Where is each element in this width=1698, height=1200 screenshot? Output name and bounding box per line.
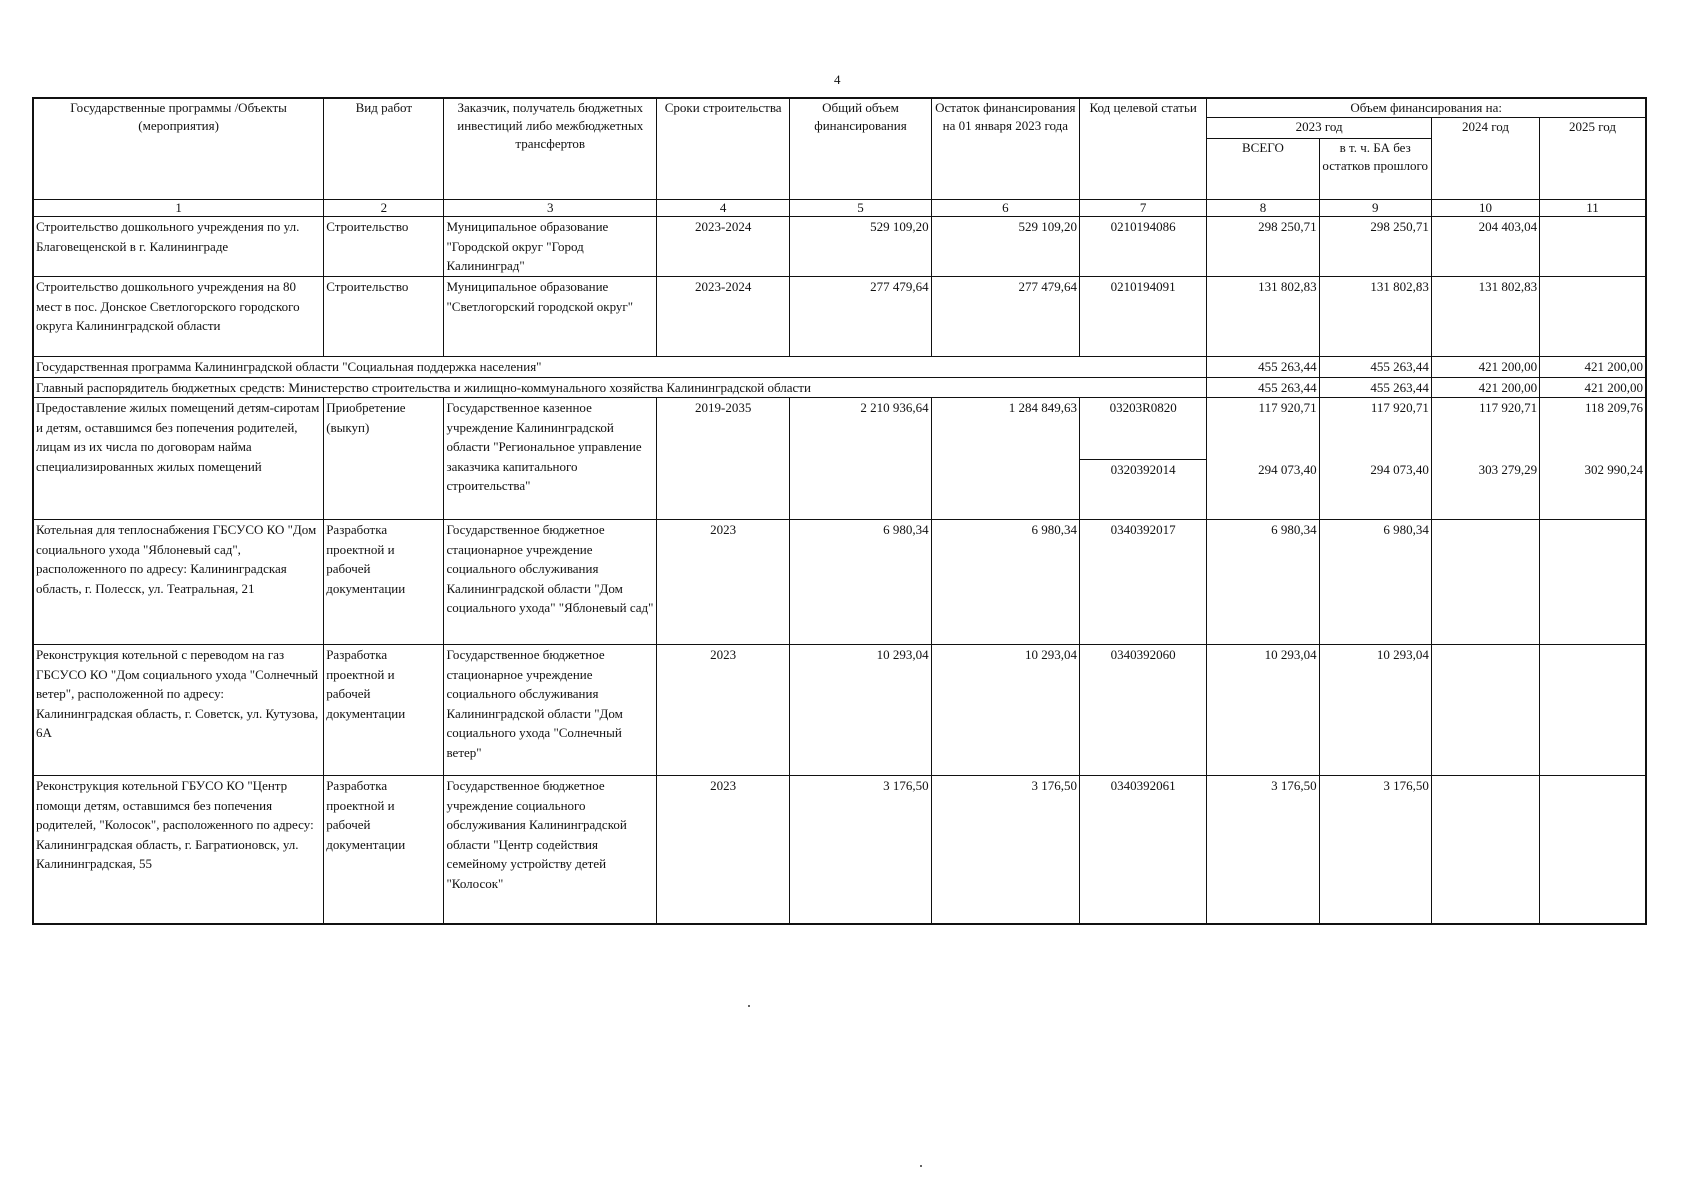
value-2025-cell: 302 990,24 <box>1540 460 1646 520</box>
col-number: 8 <box>1207 200 1319 217</box>
period-cell: 2019-2035 <box>657 398 790 520</box>
customer-cell: Муниципальное образование "Городской округ "Город Калининград" <box>444 217 657 277</box>
table-row <box>33 277 1646 357</box>
budget-manager-row <box>33 377 1646 398</box>
header-funding-group: Объем финансирования на: <box>1207 98 1646 118</box>
work-cell: Разработка проектной и рабочей документации <box>324 776 444 924</box>
value-2024-cell: 303 279,29 <box>1431 460 1539 520</box>
customer-cell: Государственное казенное учреждение Калининградской области "Региональное управление заказчика капитального строительства" <box>444 398 657 520</box>
total-funding-cell: 6 980,34 <box>790 520 931 645</box>
total-funding-cell: 277 479,64 <box>790 277 931 357</box>
work-cell: Строительство <box>324 277 444 357</box>
table-row <box>33 398 1646 460</box>
value-2025-cell <box>1540 776 1646 924</box>
header-year-2025: 2025 год <box>1540 118 1646 200</box>
header-total-2023: ВСЕГО <box>1207 139 1319 200</box>
remainder-cell: 1 284 849,63 <box>931 398 1079 520</box>
value-2024-cell <box>1431 776 1539 924</box>
code-cell: 0320392014 <box>1080 460 1207 520</box>
period-cell: 2023 <box>657 645 790 776</box>
col-number: 2 <box>324 200 444 217</box>
header-total-funding: Общий объем финансирования <box>790 98 931 200</box>
total-funding-cell: 529 109,20 <box>790 217 931 277</box>
col-number: 3 <box>444 200 657 217</box>
work-cell: Разработка проектной и рабочей документации <box>324 520 444 645</box>
value-2023-cell: 294 073,40 <box>1207 460 1319 520</box>
header-period: Сроки строительства <box>657 98 790 200</box>
value-2024-cell <box>1431 520 1539 645</box>
header-code: Код целевой статьи <box>1080 98 1207 200</box>
ba-2023-cell: 298 250,71 <box>1319 217 1431 277</box>
total-funding-cell: 10 293,04 <box>790 645 931 776</box>
col-number: 1 <box>33 200 324 217</box>
program-label: Государственная программа Калининградской области "Социальная поддержка населения" <box>33 357 1207 378</box>
customer-cell: Муниципальное образование "Светлогорский городской округ" <box>444 277 657 357</box>
scan-speck <box>748 1005 750 1007</box>
program-2024: 421 200,00 <box>1431 357 1539 378</box>
funding-table <box>32 97 1647 925</box>
period-cell: 2023 <box>657 520 790 645</box>
period-cell: 2023-2024 <box>657 277 790 357</box>
work-cell: Строительство <box>324 217 444 277</box>
code-cell: 0340392060 <box>1080 645 1207 776</box>
program-2025: 421 200,00 <box>1540 357 1646 378</box>
value-2024-cell <box>1431 645 1539 776</box>
work-cell: Приобретение (выкуп) <box>324 398 444 520</box>
code-cell: 0340392017 <box>1080 520 1207 645</box>
object-cell: Строительство дошкольного учреждения по ул. Благовещенской в г. Калининграде <box>33 217 324 277</box>
object-cell: Котельная для теплоснабжения ГБСУСО КО "Дом социального ухода "Яблоневый сад", расположенного по адресу: Калининградская область, г. Полесск, ул. Театральная, 21 <box>33 520 324 645</box>
col-number: 7 <box>1080 200 1207 217</box>
total-funding-cell: 2 210 936,64 <box>790 398 931 520</box>
ba-2023-cell: 131 802,83 <box>1319 277 1431 357</box>
page-number: 4 <box>834 72 841 87</box>
col-number: 4 <box>657 200 790 217</box>
ba-2023-cell: 6 980,34 <box>1319 520 1431 645</box>
remainder-cell: 6 980,34 <box>931 520 1079 645</box>
code-cell: 0210194086 <box>1080 217 1207 277</box>
column-number-row <box>33 200 1646 217</box>
customer-cell: Государственное бюджетное учреждение социального обслуживания Калининградской области "Центр содействия семейному устройству детей "Колосок" <box>444 776 657 924</box>
col-number: 5 <box>790 200 931 217</box>
remainder-cell: 3 176,50 <box>931 776 1079 924</box>
col-number: 11 <box>1540 200 1646 217</box>
table-row <box>33 520 1646 645</box>
value-2025-cell <box>1540 520 1646 645</box>
value-2025-cell <box>1540 277 1646 357</box>
value-2023-cell: 3 176,50 <box>1207 776 1319 924</box>
value-2025-cell <box>1540 217 1646 277</box>
manager-ba-2023: 455 263,44 <box>1319 377 1431 398</box>
program-2023: 455 263,44 <box>1207 357 1319 378</box>
header-objects: Государственные программы /Объекты (мероприятия) <box>33 98 324 200</box>
manager-2024: 421 200,00 <box>1431 377 1539 398</box>
code-cell: 0340392061 <box>1080 776 1207 924</box>
header-remainder: Остаток финансирования на 01 января 2023 года <box>931 98 1079 200</box>
object-cell: Реконструкция котельной с переводом на газ ГБСУСО КО "Дом социального ухода "Солнечный ветер", расположенной по адресу: Калининградская область, г. Советск, ул. Кутузова, 6А <box>33 645 324 776</box>
period-cell: 2023 <box>657 776 790 924</box>
value-2025-cell <box>1540 645 1646 776</box>
header-ba-2023: в т. ч. БА без остатков прошлого <box>1319 139 1431 200</box>
value-2023-cell: 131 802,83 <box>1207 277 1319 357</box>
header-work-type: Вид работ <box>324 98 444 200</box>
ba-2023-cell: 117 920,71 <box>1319 398 1431 460</box>
col-number: 6 <box>931 200 1079 217</box>
scan-speck <box>920 1165 922 1167</box>
customer-cell: Государственное бюджетное стационарное учреждение социального обслуживания Калининградской области "Дом социального ухода "Солнечный ветер" <box>444 645 657 776</box>
value-2023-cell: 298 250,71 <box>1207 217 1319 277</box>
value-2024-cell: 204 403,04 <box>1431 217 1539 277</box>
col-number: 9 <box>1319 200 1431 217</box>
customer-cell: Государственное бюджетное стационарное учреждение социального обслуживания Калининградской области "Дом социального ухода" "Яблоневый сад" <box>444 520 657 645</box>
col-number: 10 <box>1431 200 1539 217</box>
value-2025-cell: 118 209,76 <box>1540 398 1646 460</box>
remainder-cell: 10 293,04 <box>931 645 1079 776</box>
ba-2023-cell: 10 293,04 <box>1319 645 1431 776</box>
header-row-1 <box>33 98 1646 118</box>
value-2024-cell: 117 920,71 <box>1431 398 1539 460</box>
total-funding-cell: 3 176,50 <box>790 776 931 924</box>
table-row <box>33 645 1646 776</box>
program-row <box>33 357 1646 378</box>
table-row <box>33 217 1646 277</box>
header-customer: Заказчик, получатель бюджетных инвестиций либо межбюджетных трансфертов <box>444 98 657 200</box>
manager-2023: 455 263,44 <box>1207 377 1319 398</box>
manager-2025: 421 200,00 <box>1540 377 1646 398</box>
header-year-2024: 2024 год <box>1431 118 1539 200</box>
period-cell: 2023-2024 <box>657 217 790 277</box>
code-cell: 0210194091 <box>1080 277 1207 357</box>
remainder-cell: 277 479,64 <box>931 277 1079 357</box>
program-ba-2023: 455 263,44 <box>1319 357 1431 378</box>
value-2023-cell: 117 920,71 <box>1207 398 1319 460</box>
value-2024-cell: 131 802,83 <box>1431 277 1539 357</box>
header-year-2023: 2023 год <box>1207 118 1432 139</box>
budget-manager-label: Главный распорядитель бюджетных средств: Министерство строительства и жилищно-коммунального хозяйства Калининградской области <box>33 377 1207 398</box>
object-cell: Предоставление жилых помещений детям-сиротам и детям, оставшимся без попечения родителей, лицам из их числа по договорам найма специализированных жилых помещений <box>33 398 324 520</box>
value-2023-cell: 10 293,04 <box>1207 645 1319 776</box>
table-row <box>33 776 1646 924</box>
value-2023-cell: 6 980,34 <box>1207 520 1319 645</box>
object-cell: Строительство дошкольного учреждения на 80 мест в пос. Донское Светлогорского городского округа Калининградской области <box>33 277 324 357</box>
ba-2023-cell: 3 176,50 <box>1319 776 1431 924</box>
ba-2023-cell: 294 073,40 <box>1319 460 1431 520</box>
code-cell: 03203R0820 <box>1080 398 1207 460</box>
remainder-cell: 529 109,20 <box>931 217 1079 277</box>
object-cell: Реконструкция котельной ГБУСО КО "Центр помощи детям, оставшимся без попечения родителей, "Колосок", расположенного по адресу: Калининградская область, г. Багратионовск, ул. Калининградская, 55 <box>33 776 324 924</box>
work-cell: Разработка проектной и рабочей документации <box>324 645 444 776</box>
